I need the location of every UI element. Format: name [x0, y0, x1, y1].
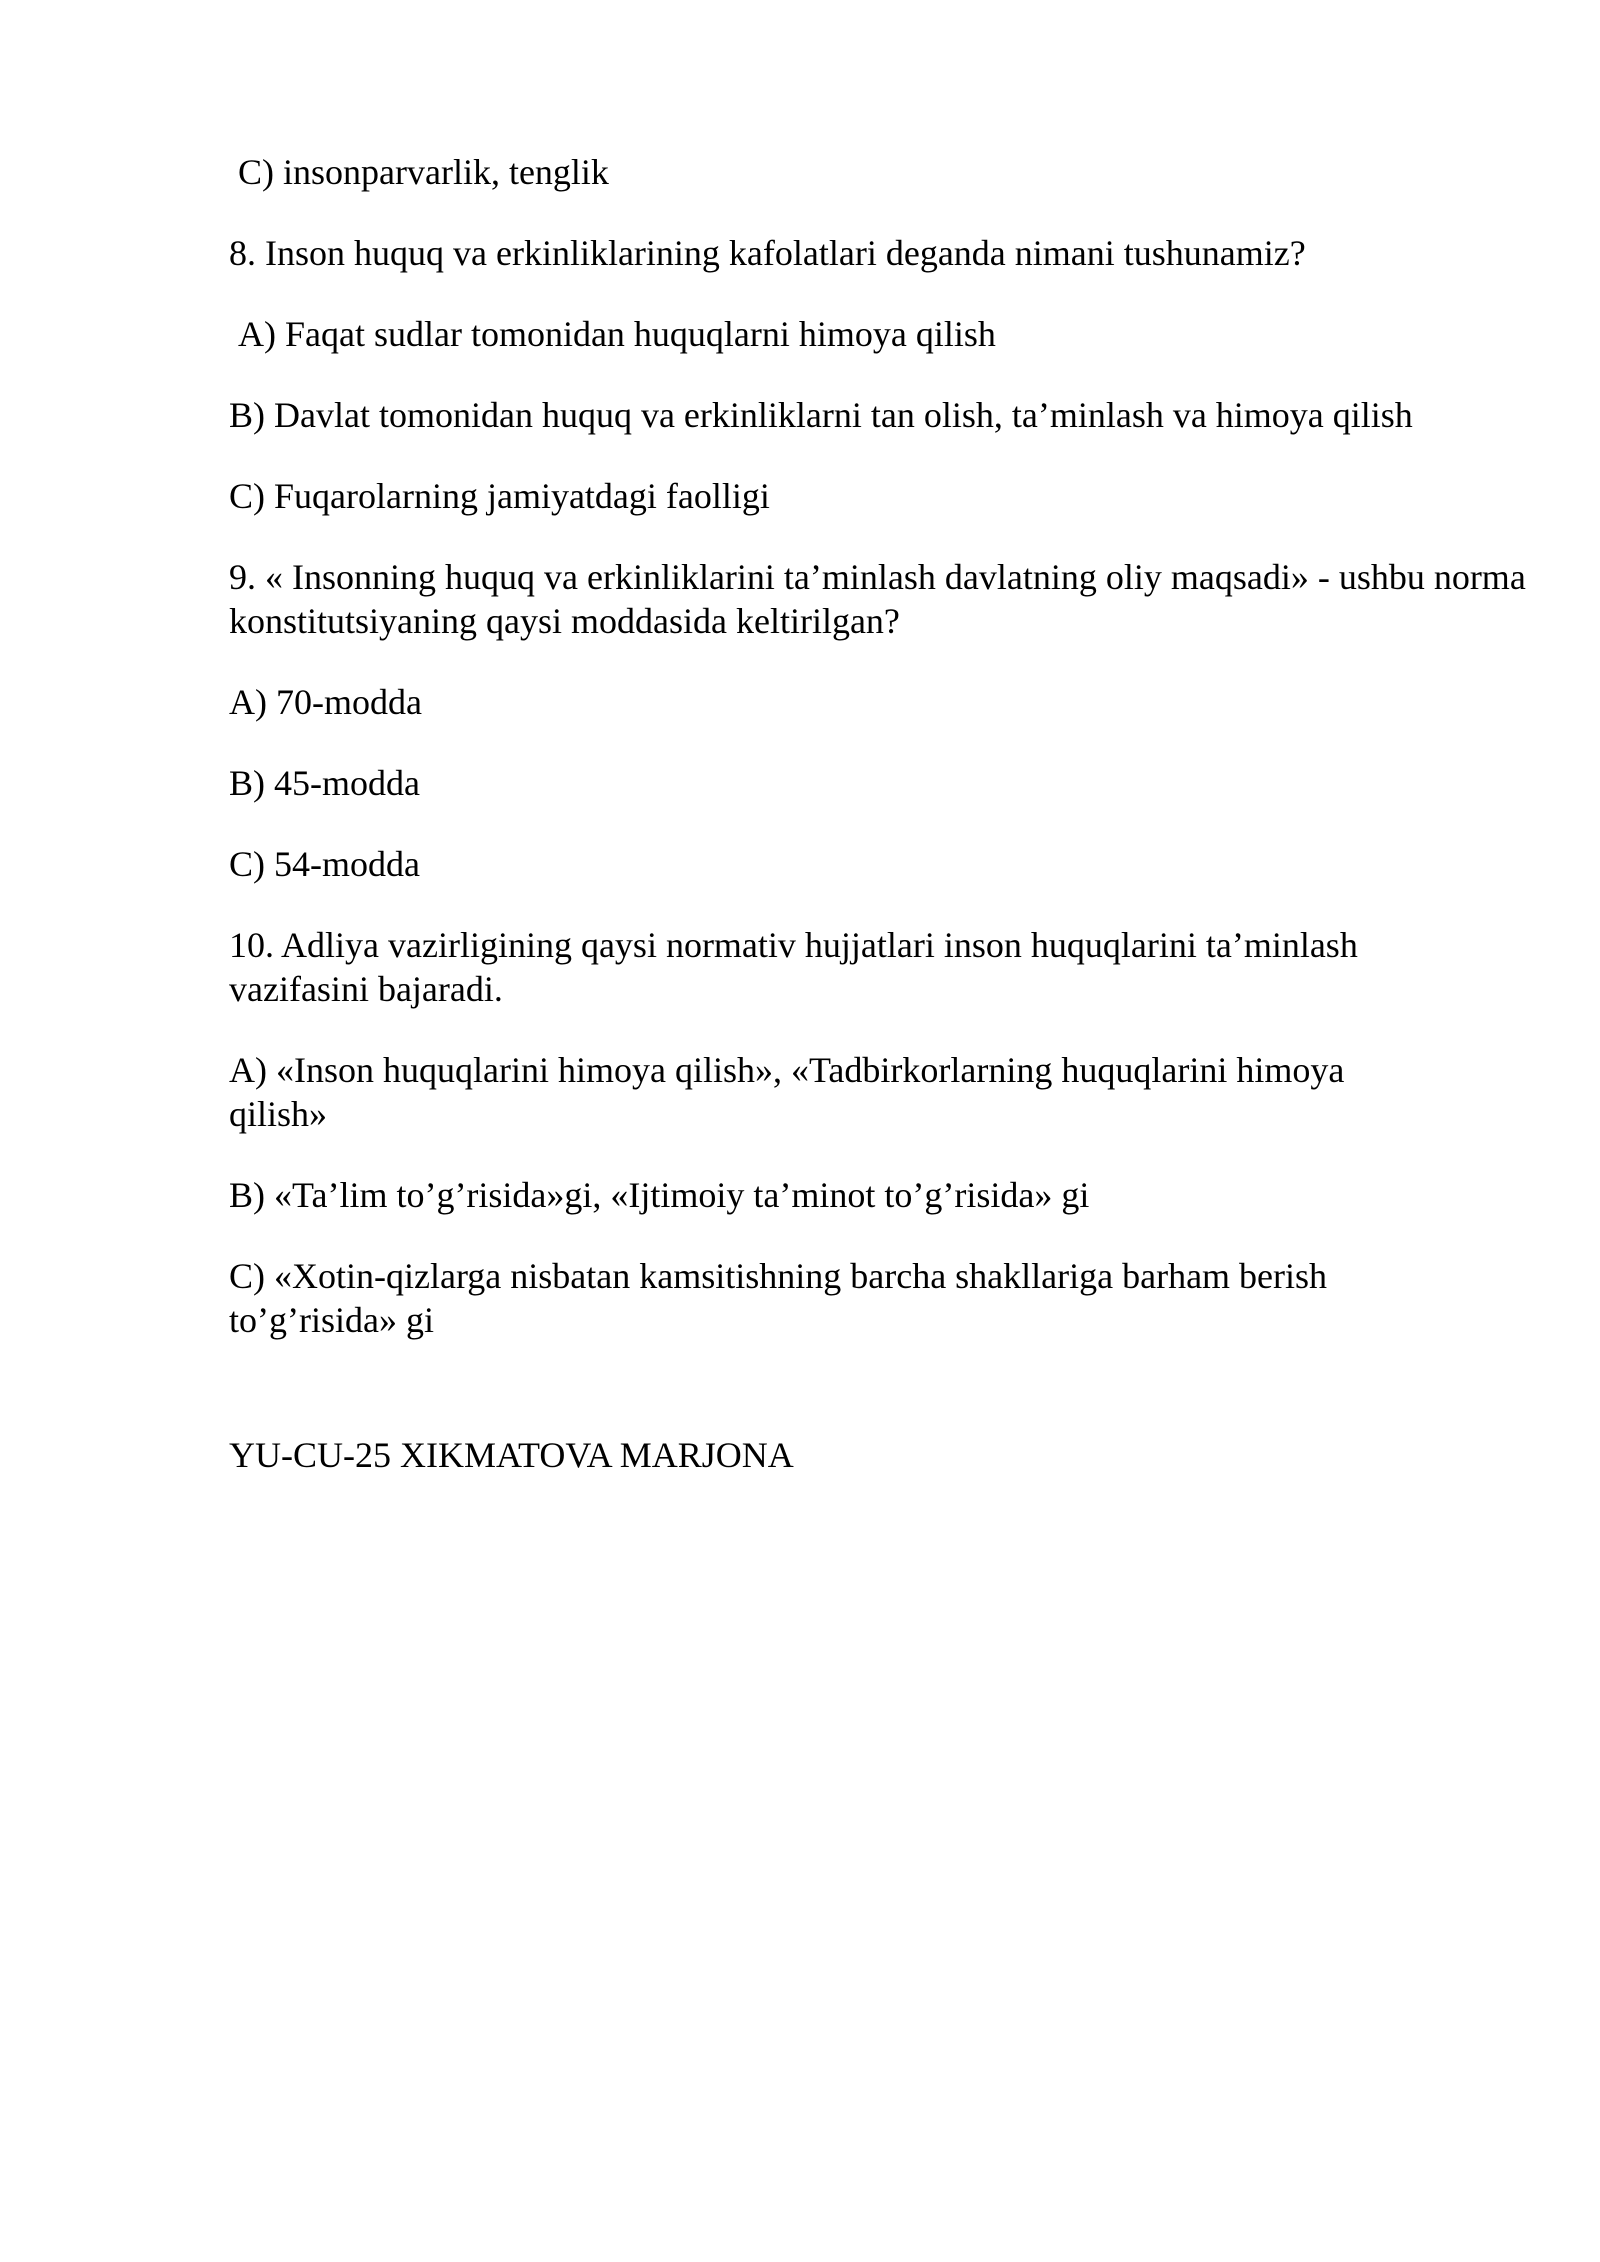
answer-option-10a: A) «Inson huquqlarini himoya qilish», «Tadbirkorlarning huquqlarini himoya qilish» — [229, 1050, 1354, 1134]
author-signature: YU-CU-25 XIKMATOVA MARJONA — [229, 1435, 794, 1475]
answer-option-8a: A) Faqat sudlar tomonidan huquqlarni himoya qilish — [238, 314, 996, 354]
question-9: 9. « Insonning huquq va erkinliklarini ta’minlash davlatning oliy maqsadi» - ushbu norma konstitutsiyaning qaysi moddasida keltirilgan? — [229, 557, 1535, 641]
question-8: 8. Inson huquq va erkinliklarining kafolatlari deganda nimani tushunamiz? — [229, 233, 1306, 273]
question-10: 10. Adliya vazirligining qaysi normativ hujjatlari inson huquqlarini ta’minlash vazifasini bajaradi. — [229, 925, 1367, 1009]
answer-option-10c: C) «Xotin-qizlarga nisbatan kamsitishning barcha shakllariga barham berish to’g’risida» gi — [229, 1256, 1337, 1340]
document-body — [229, 150, 1535, 1514]
answer-option-9b: B) 45-modda — [229, 763, 420, 803]
answer-option-9c: C) 54-modda — [229, 844, 420, 884]
answer-option-10b: B) «Ta’lim to’g’risida»gi, «Ijtimoiy ta’minot to’g’risida» gi — [229, 1175, 1090, 1215]
answer-option-8b: B) Davlat tomonidan huquq va erkinliklarni tan olish, ta’minlash va himoya qilish — [229, 395, 1413, 435]
answer-option-8c: C) Fuqarolarning jamiyatdagi faolligi — [229, 476, 770, 516]
answer-option-9a: A) 70-modda — [229, 682, 422, 722]
answer-option-7c: C) insonparvarlik, tenglik — [238, 152, 609, 192]
